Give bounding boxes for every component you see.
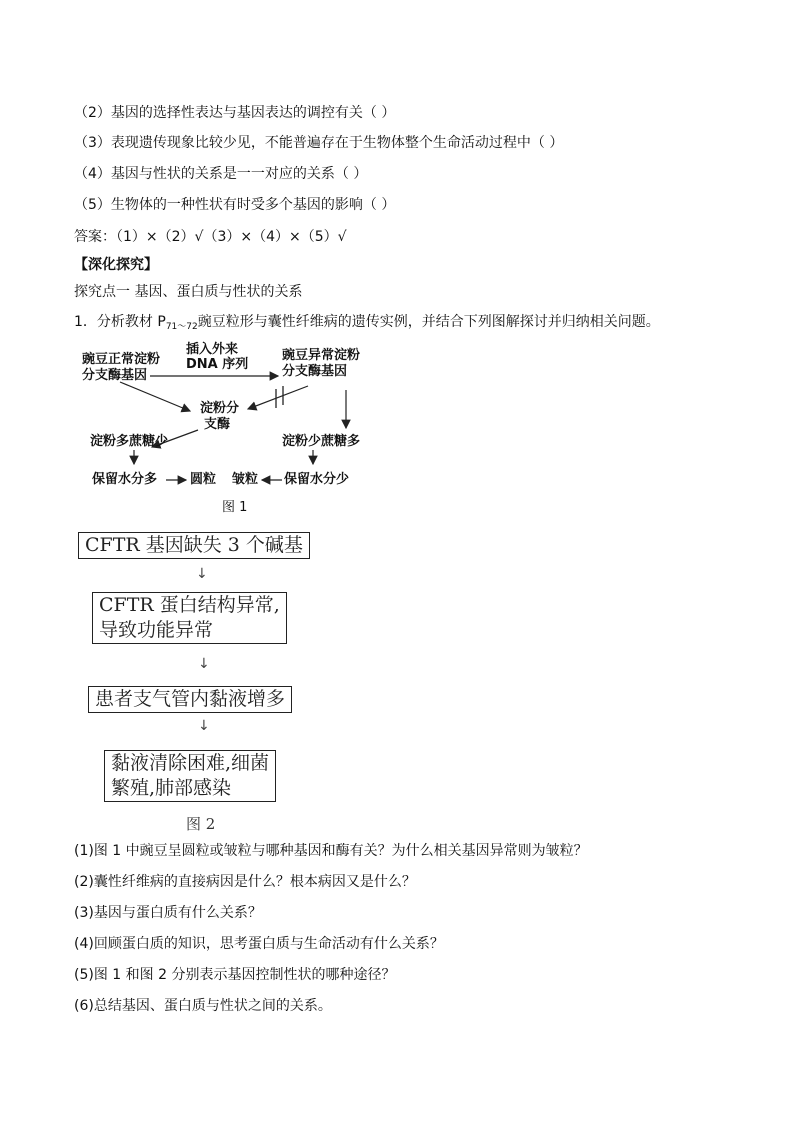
wrinkled-label: 皱粒 bbox=[232, 472, 259, 487]
cftr-gene-box: CFTR 基因缺失 3 个碱基 bbox=[78, 532, 310, 559]
infection-line-1: 黏液清除困难,细菌 bbox=[111, 752, 270, 774]
abnormal-to-enzyme-arrow bbox=[248, 386, 308, 409]
answer-line: 答案：（1）×（2）√（3）×（4）×（5）√ bbox=[74, 229, 347, 245]
question-b4: (4)回顾蛋白质的知识，思考蛋白质与生命活动有什么关系？ bbox=[74, 936, 444, 952]
down-arrow-icon: ↓ bbox=[196, 566, 208, 582]
question-5: （5）生物体的一种性状有时受多个基因的影响（ ） bbox=[74, 197, 396, 213]
question-b3: (3)基因与蛋白质有什么关系？ bbox=[74, 905, 262, 921]
figure-1 bbox=[70, 334, 400, 524]
task-suffix: 豌豆粒形与囊性纤维病的遗传实例，并结合下列图解探讨并归纳相关问题。 bbox=[197, 314, 660, 330]
insert-label-2: DNA 序列 bbox=[186, 357, 249, 372]
down-arrow-icon: ↓ bbox=[198, 656, 210, 672]
cftr-protein-line-2: 导致功能异常 bbox=[99, 619, 214, 641]
question-4: （4）基因与性状的关系是一一对应的关系（ ） bbox=[74, 166, 368, 182]
task-instruction bbox=[74, 313, 660, 336]
abnormal-gene-label-1: 豌豆异常淀粉 bbox=[282, 348, 361, 363]
normal-gene-label-2: 分支酶基因 bbox=[82, 368, 148, 383]
right-water-label: 保留水分少 bbox=[284, 472, 350, 487]
round-label: 圆粒 bbox=[190, 472, 217, 487]
infection-box bbox=[104, 750, 276, 802]
task-prefix: 1．分析教材 P bbox=[74, 314, 166, 330]
mucus-box: 患者支气管内黏液增多 bbox=[88, 686, 292, 713]
question-b5: (5)图 1 和图 2 分别表示基因控制性状的哪种途径？ bbox=[74, 967, 396, 983]
cftr-protein-box bbox=[92, 592, 287, 644]
infection-line-2: 繁殖,肺部感染 bbox=[111, 777, 232, 799]
enzyme-label-2: 支酶 bbox=[204, 417, 231, 432]
left-water-label: 保留水分多 bbox=[92, 472, 158, 487]
question-3: （3）表现遗传现象比较少见，不能普遍存在于生物体整个生命活动过程中（ ） bbox=[74, 135, 564, 151]
normal-to-enzyme-arrow bbox=[120, 382, 190, 411]
insert-label-1: 插入外来 bbox=[186, 342, 239, 357]
enzyme-label-1: 淀粉分 bbox=[200, 401, 240, 416]
abnormal-gene-label-2: 分支酶基因 bbox=[282, 364, 348, 379]
figure-2-caption: 图 2 bbox=[186, 815, 216, 833]
question-2: （2）基因的选择性表达与基因表达的调控有关（ ） bbox=[74, 105, 396, 121]
section-title: 【深化探究】 bbox=[74, 257, 158, 273]
explore-point: 探究点一 基因、蛋白质与性状的关系 bbox=[74, 284, 303, 300]
task-page-range: 71～72 bbox=[165, 322, 198, 332]
question-b6: (6)总结基因、蛋白质与性状之间的关系。 bbox=[74, 998, 332, 1014]
cftr-protein-line-1: CFTR 蛋白结构异常, bbox=[99, 594, 280, 616]
left-result-label: 淀粉多蔗糖少 bbox=[90, 434, 169, 449]
question-b1: (1)图 1 中豌豆呈圆粒或皱粒与哪种基因和酶有关？为什么相关基因异常则为皱粒？ bbox=[74, 843, 588, 859]
down-arrow-icon: ↓ bbox=[198, 718, 210, 734]
right-result-label: 淀粉少蔗糖多 bbox=[282, 434, 361, 449]
normal-gene-label-1: 豌豆正常淀粉 bbox=[82, 352, 161, 367]
question-b2: (2)囊性纤维病的直接病因是什么？根本病因又是什么？ bbox=[74, 874, 416, 890]
figure-1-caption: 图 1 bbox=[222, 500, 248, 515]
